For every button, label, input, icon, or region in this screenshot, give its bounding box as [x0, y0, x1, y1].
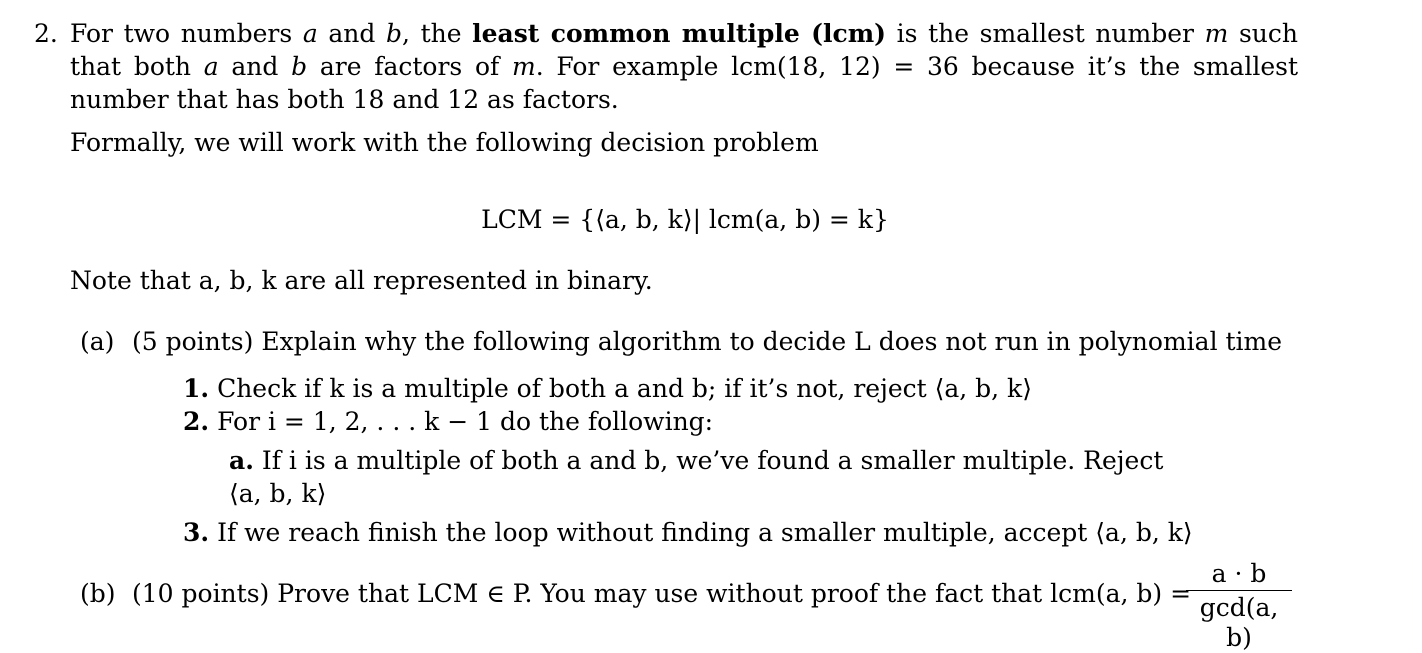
- fraction-numerator: a · b: [1186, 560, 1292, 591]
- step-2: 2. For i = 1, 2, . . . k − 1 do the following:: [183, 407, 714, 436]
- bold-term: least common multiple (lcm): [472, 19, 887, 48]
- step-2a: a. If i is a multiple of both a and b, we’ve found a smaller multiple. Reject: [229, 446, 1164, 475]
- part-a-label: (a): [80, 327, 115, 356]
- problem-number: 2.: [34, 19, 58, 48]
- formally-paragraph: Formally, we will work with the following decision problem: [70, 128, 819, 157]
- step-1: 1. Check if k is a multiple of both a and b; if it’s not, reject ⟨a, b, k⟩: [183, 374, 1032, 403]
- part-a-text: (5 points) Explain why the following algorithm to decide L does not run in polynomial time: [132, 327, 1283, 356]
- problem-intro: For two numbers a and b, the least common multiple (lcm) is the smallest number m such that both a and b are factors of m. For example lcm(18, 12) = 36 because it’s the smallest number that has both 18 and 12 as factors.: [70, 19, 1299, 114]
- note-paragraph: Note that a, b, k are all represented in binary.: [70, 266, 653, 295]
- step-2a-continuation: ⟨a, b, k⟩: [229, 479, 327, 508]
- lcm-fraction: [1186, 560, 1292, 653]
- part-b-text: (10 points) Prove that LCM ∈ P. You may use without proof the fact that lcm(a, b) =: [132, 579, 1192, 608]
- step-3: 3. If we reach finish the loop without finding a smaller multiple, accept ⟨a, b, k⟩: [183, 518, 1193, 547]
- fraction-denominator: gcd(a, b): [1199, 593, 1279, 652]
- display-equation: LCM = {⟨a, b, k⟩| lcm(a, b) = k}: [481, 205, 889, 234]
- part-b-label: (b): [80, 579, 116, 608]
